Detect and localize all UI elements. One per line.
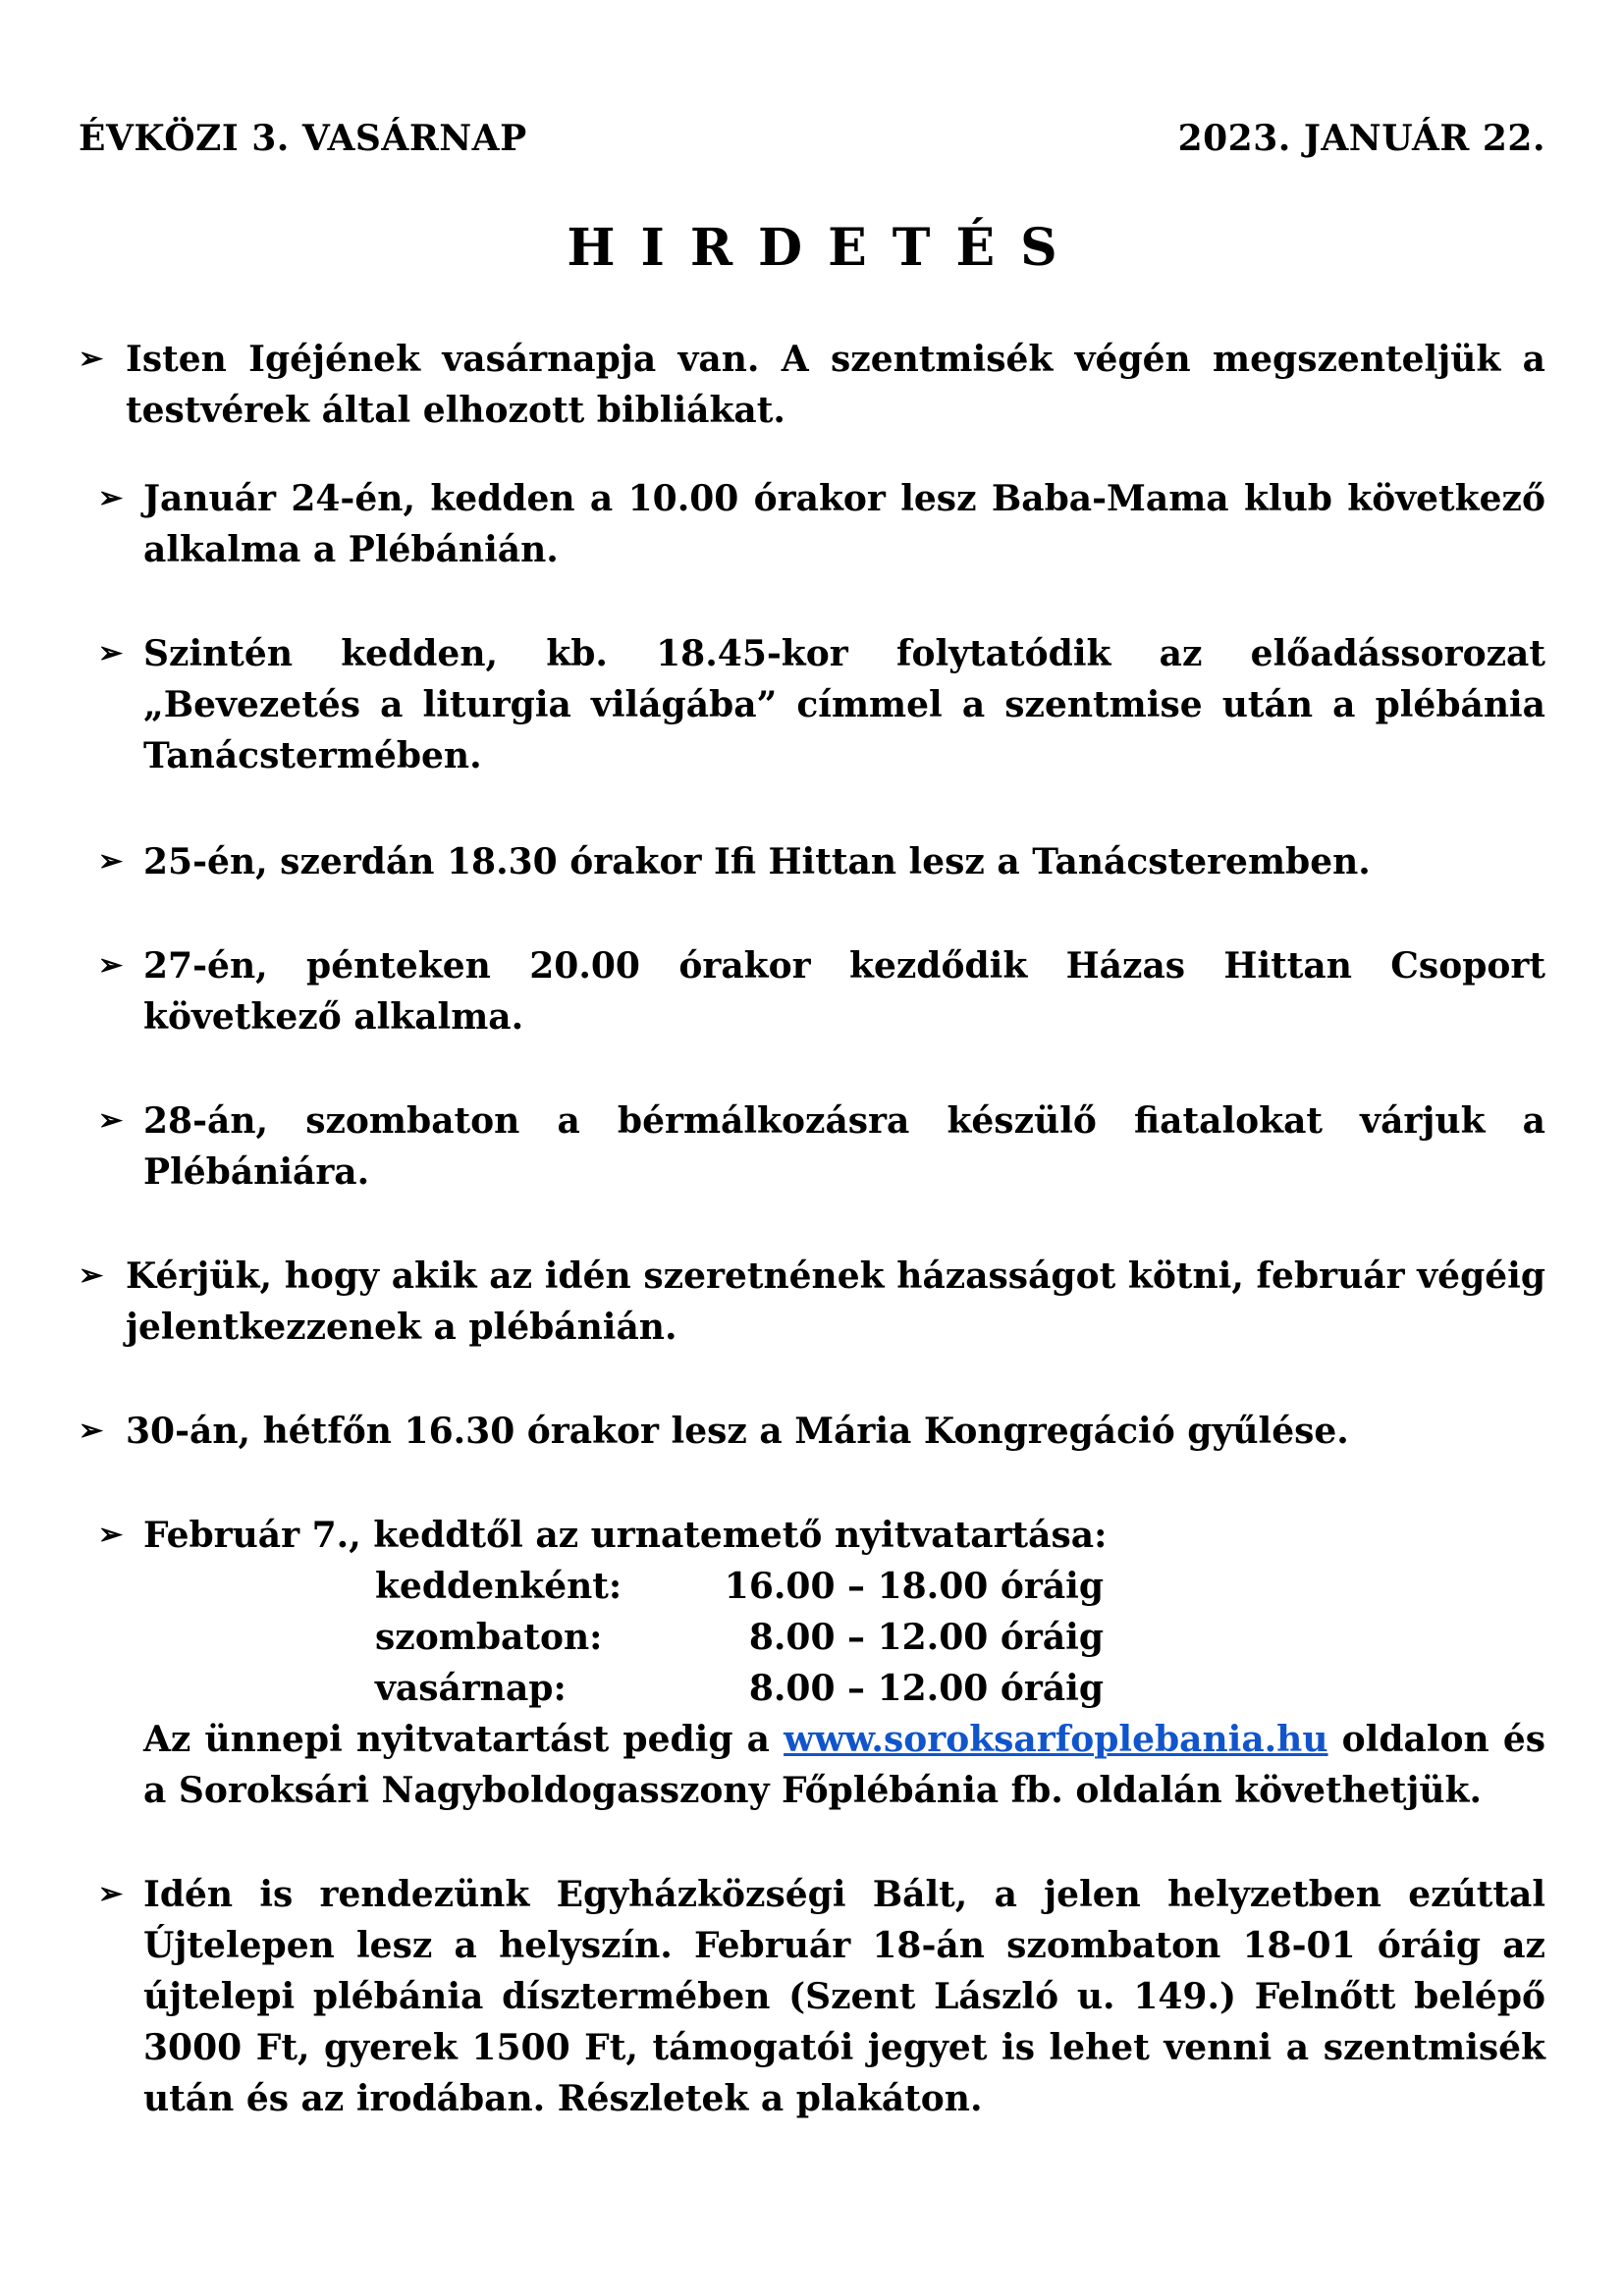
item-line: Idén is rendezünk Egyházközségi Bált, a jelen helyzetben ezúttal	[143, 1874, 1545, 1915]
hours-row	[143, 1663, 1545, 1714]
arrow-bullet-icon: ➢	[98, 636, 124, 670]
arrow-bullet-icon: ➢	[79, 342, 104, 376]
hours-day: szombaton:	[375, 1617, 603, 1658]
announcement-item	[98, 628, 1545, 781]
item-line: 30-án, hétfőn 16.30 órakor lesz a Mária Kongregáció gyűlése.	[126, 1411, 1349, 1452]
item-line: Tanácstermében.	[143, 735, 482, 776]
announcement-item	[79, 1406, 1545, 1457]
date: 2023. JANUÁR 22.	[1177, 118, 1545, 159]
item-line: Kérjük, hogy akik az idén szeretnének házasságot kötni, február végéig	[126, 1255, 1545, 1297]
item-line: alkalma a Plébánián.	[143, 529, 559, 570]
note-text: Az ünnepi nyitvatartást pedig a	[143, 1719, 770, 1760]
item-line: után és az irodában. Részletek a plakáton.	[143, 2078, 983, 2119]
item-line: Február 7., keddtől az urnatemető nyitvatartása:	[143, 1515, 1108, 1556]
announcement-item	[79, 334, 1545, 436]
item-line: 25-én, szerdán 18.30 órakor Ifi Hittan lesz a Tanácsteremben.	[143, 841, 1371, 882]
hours-row	[143, 1612, 1545, 1663]
arrow-bullet-icon: ➢	[79, 1258, 104, 1293]
hours-time: 8.00 – 12.00 óráig	[748, 1617, 1104, 1658]
item-line: jelentkezzenek a plébánián.	[126, 1307, 677, 1348]
arrow-bullet-icon: ➢	[98, 481, 124, 515]
hours-row	[143, 1561, 1545, 1612]
item-line: 27-én, pénteken 20.00 órakor kezdődik Házas Hittan Csoport	[143, 945, 1545, 987]
item-line: Újtelepen lesz a helyszín. Február 18-án szombaton 18-01 óráig az	[143, 1925, 1545, 1966]
announcement-item	[79, 1251, 1545, 1353]
liturgical-day: ÉVKÖZI 3. VASÁRNAP	[79, 118, 527, 159]
note-text: oldalon és	[1341, 1719, 1545, 1760]
item-line	[143, 1714, 1545, 1765]
hours-day: vasárnap:	[375, 1668, 567, 1709]
item-line: 28-án, szombaton a bérmálkozásra készülő fiatalokat várjuk a	[143, 1100, 1545, 1142]
announcement-item	[98, 940, 1545, 1042]
arrow-bullet-icon: ➢	[98, 1518, 124, 1552]
website-link[interactable]: www.soroksarfoplebania.hu	[784, 1719, 1328, 1760]
item-line: következő alkalma.	[143, 996, 524, 1038]
item-line: testvérek által elhozott bibliákat.	[126, 390, 785, 431]
item-line: a Soroksári Nagyboldogasszony Főplébánia fb. oldalán követhetjük.	[143, 1770, 1483, 1811]
hours-time: 16.00 – 18.00 óráig	[724, 1566, 1104, 1607]
announcement-item	[98, 1095, 1545, 1198]
arrow-bullet-icon: ➢	[98, 948, 124, 983]
page-title: HIRDETÉS	[567, 218, 1083, 278]
announcement-item	[98, 473, 1545, 575]
hours-time: 8.00 – 12.00 óráig	[748, 1668, 1104, 1709]
item-line: újtelepi plébánia dísztermében (Szent László u. 149.) Felnőtt belépő	[143, 1976, 1545, 2017]
arrow-bullet-icon: ➢	[98, 1103, 124, 1138]
item-line: 3000 Ft, gyerek 1500 Ft, támogatói jegyet is lehet venni a szentmisék	[143, 2027, 1545, 2068]
announcement-item	[98, 836, 1545, 887]
item-line: Plébániára.	[143, 1151, 370, 1193]
item-line: „Bevezetés a liturgia világába” címmel a szentmise után a plébánia	[143, 684, 1545, 725]
arrow-bullet-icon: ➢	[98, 1877, 124, 1911]
cemetery-hours-item	[98, 1510, 1545, 1816]
item-line: Isten Igéjének vasárnapja van. A szentmisék végén megszenteljük a	[126, 339, 1545, 380]
item-line: Szintén kedden, kb. 18.45-kor folytatódik az előadássorozat	[143, 633, 1545, 674]
announcement-item	[98, 1869, 1545, 2124]
opening-hours-table	[143, 1561, 1545, 1714]
arrow-bullet-icon: ➢	[98, 844, 124, 879]
arrow-bullet-icon: ➢	[79, 1414, 104, 1448]
item-line: Január 24-én, kedden a 10.00 órakor lesz Baba-Mama klub következő	[143, 478, 1545, 519]
hours-day: keddenként:	[375, 1566, 623, 1607]
